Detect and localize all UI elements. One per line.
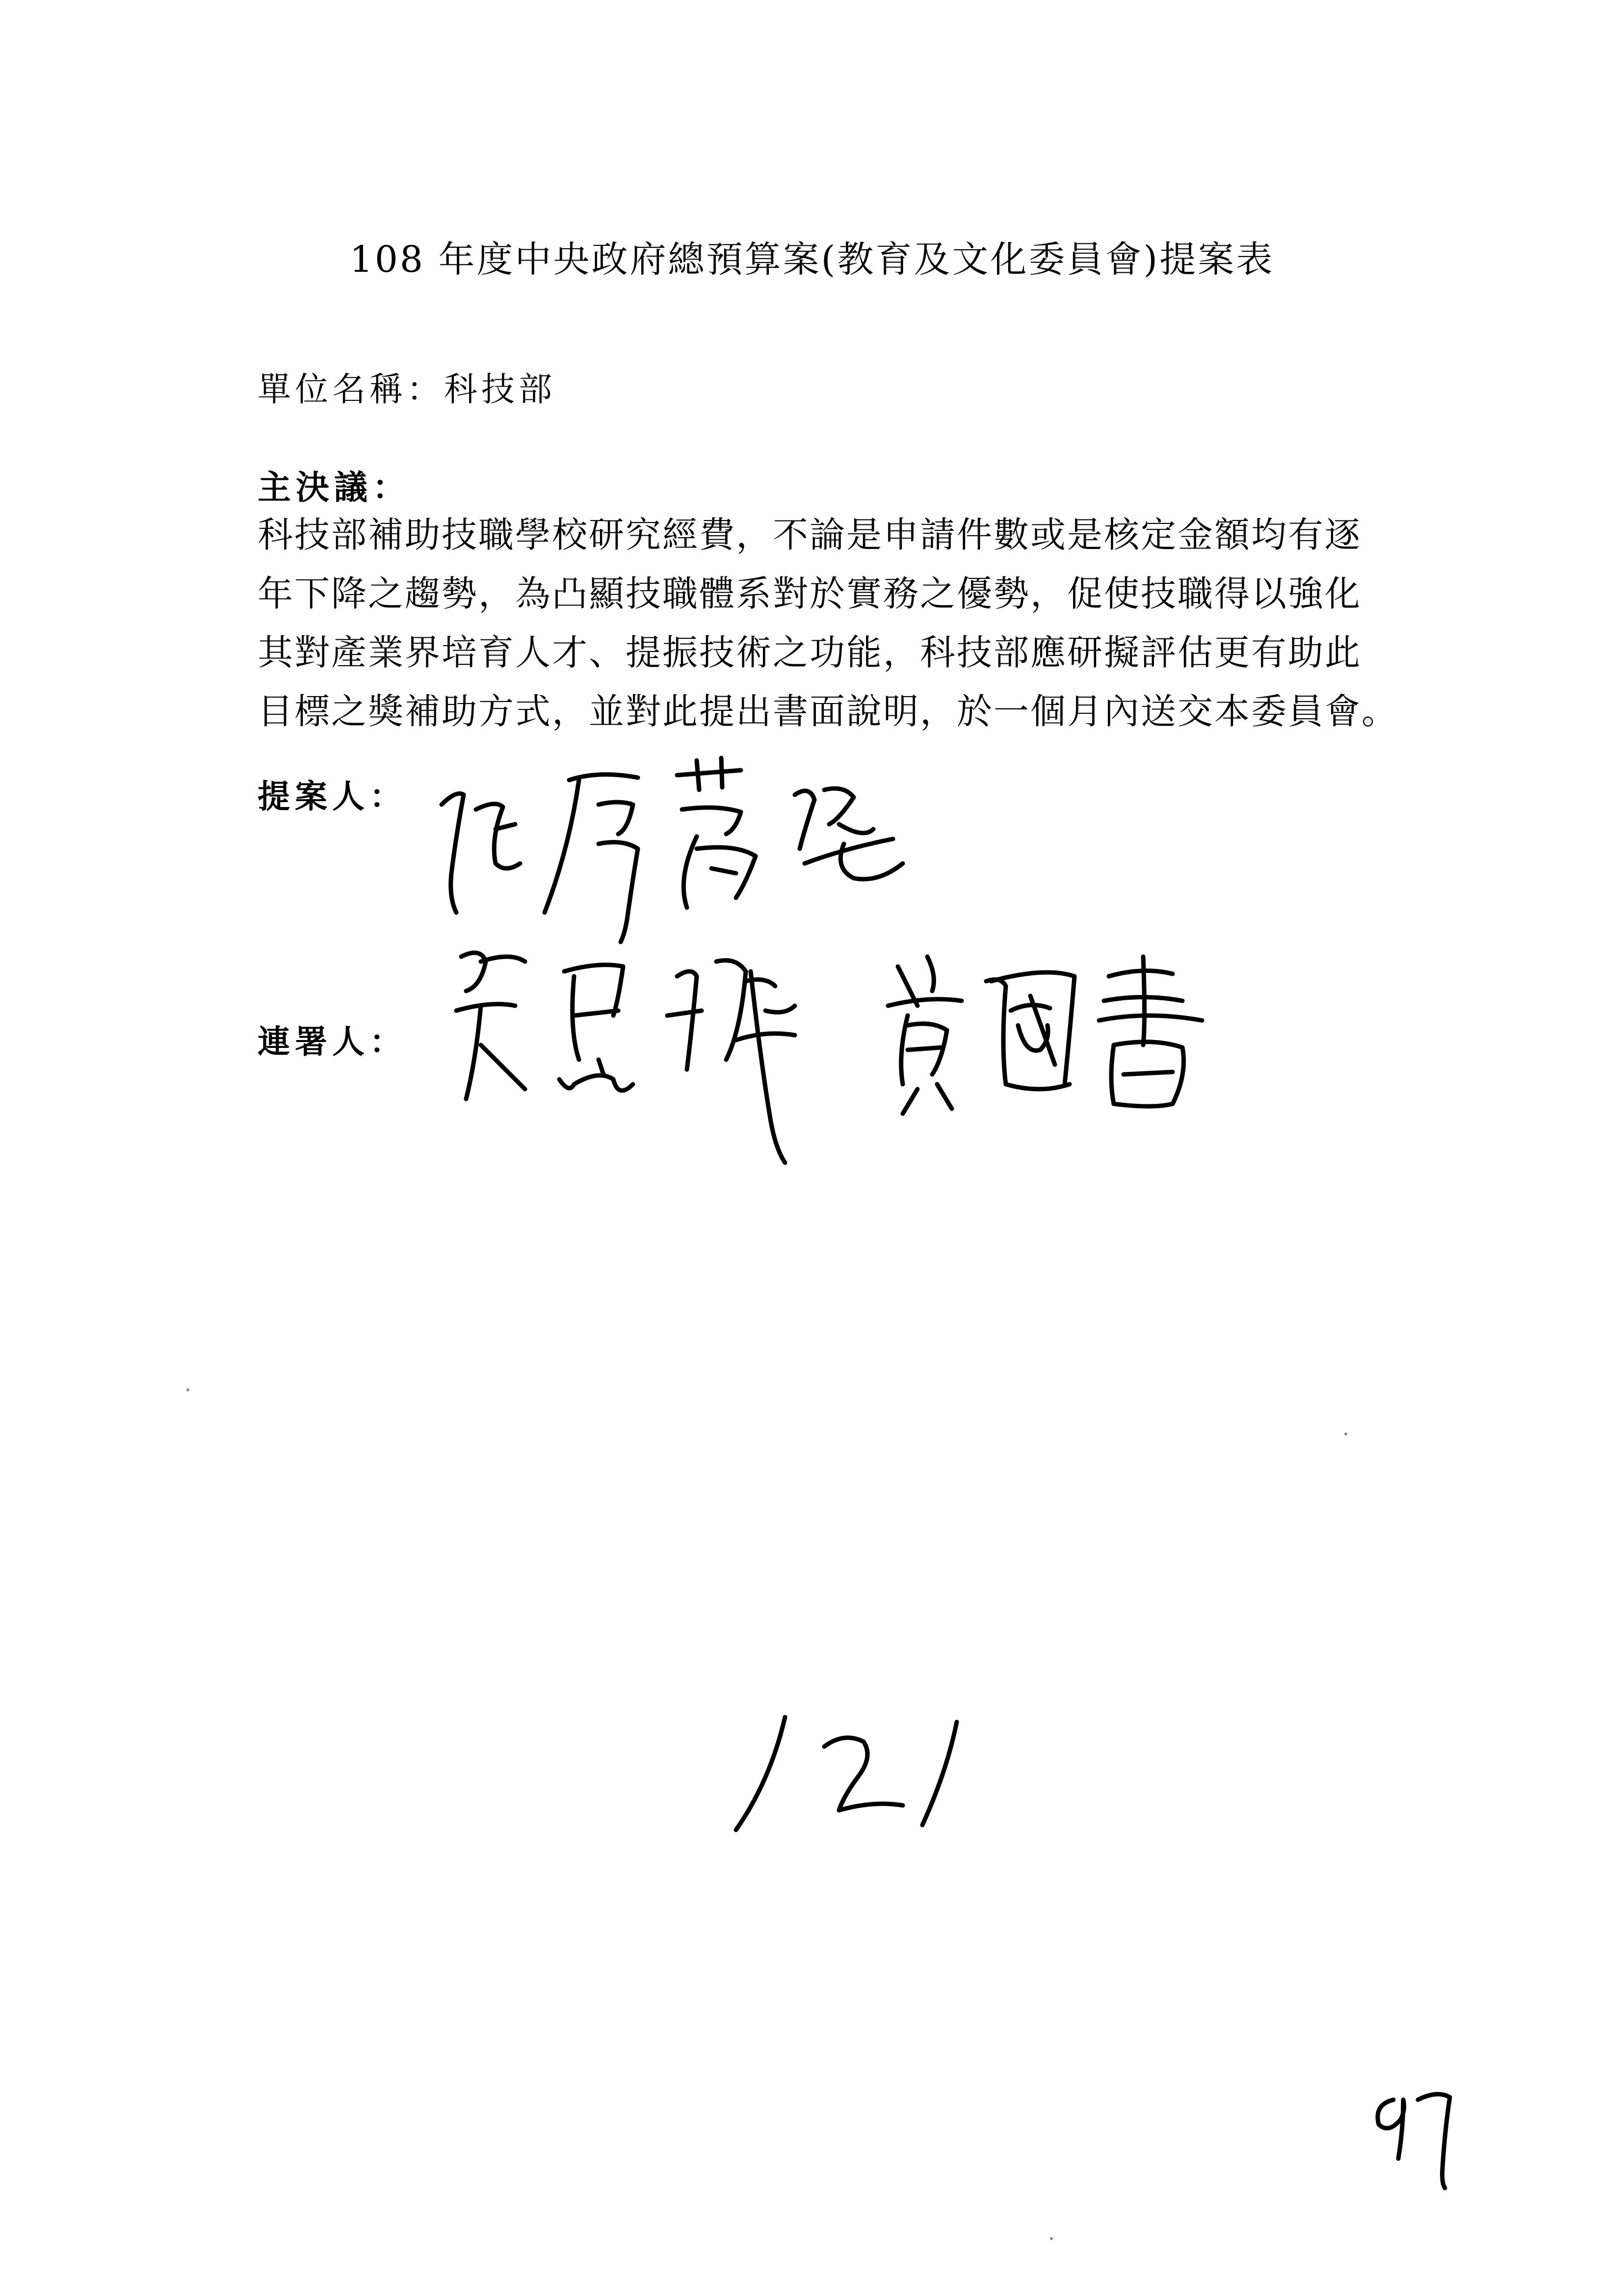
- scan-speck: [186, 1388, 189, 1391]
- resolution-line: 科技部補助技職學校研究經費，不論是申請件數或是核定金額均有逐: [258, 514, 1362, 555]
- handwritten-corner-number: [1364, 2070, 1492, 2198]
- resolution-line: 其對產業界培育人才、提振技術之功能，科技部應研擬評估更有助此: [258, 632, 1362, 673]
- handwritten-page-number: [726, 1702, 981, 1850]
- proposer-label: 提案人：: [258, 777, 407, 815]
- document-title: 108 年度中央政府總預算案(教育及文化委員會)提案表: [349, 238, 1275, 281]
- resolution-line: 目標之獎補助方式，並對此提出書面說明，於一個月內送交本委員會。: [258, 691, 1399, 732]
- cosigner-signature-1: [451, 932, 922, 1207]
- cosigner-signature-2: [878, 947, 1241, 1133]
- cosigner-label: 連署人：: [258, 1022, 407, 1061]
- unit-name-line: 單位名稱：科技部: [258, 370, 556, 409]
- scan-speck: [1050, 2237, 1053, 2240]
- main-resolution-heading: 主決議：: [258, 468, 411, 507]
- main-resolution-body: [258, 505, 1399, 741]
- proposer-signature: [422, 751, 1001, 947]
- resolution-line: 年下降之趨勢，為凸顯技職體系對於實務之優勢，促使技職得以強化: [258, 573, 1362, 614]
- scan-speck: [1344, 1433, 1347, 1435]
